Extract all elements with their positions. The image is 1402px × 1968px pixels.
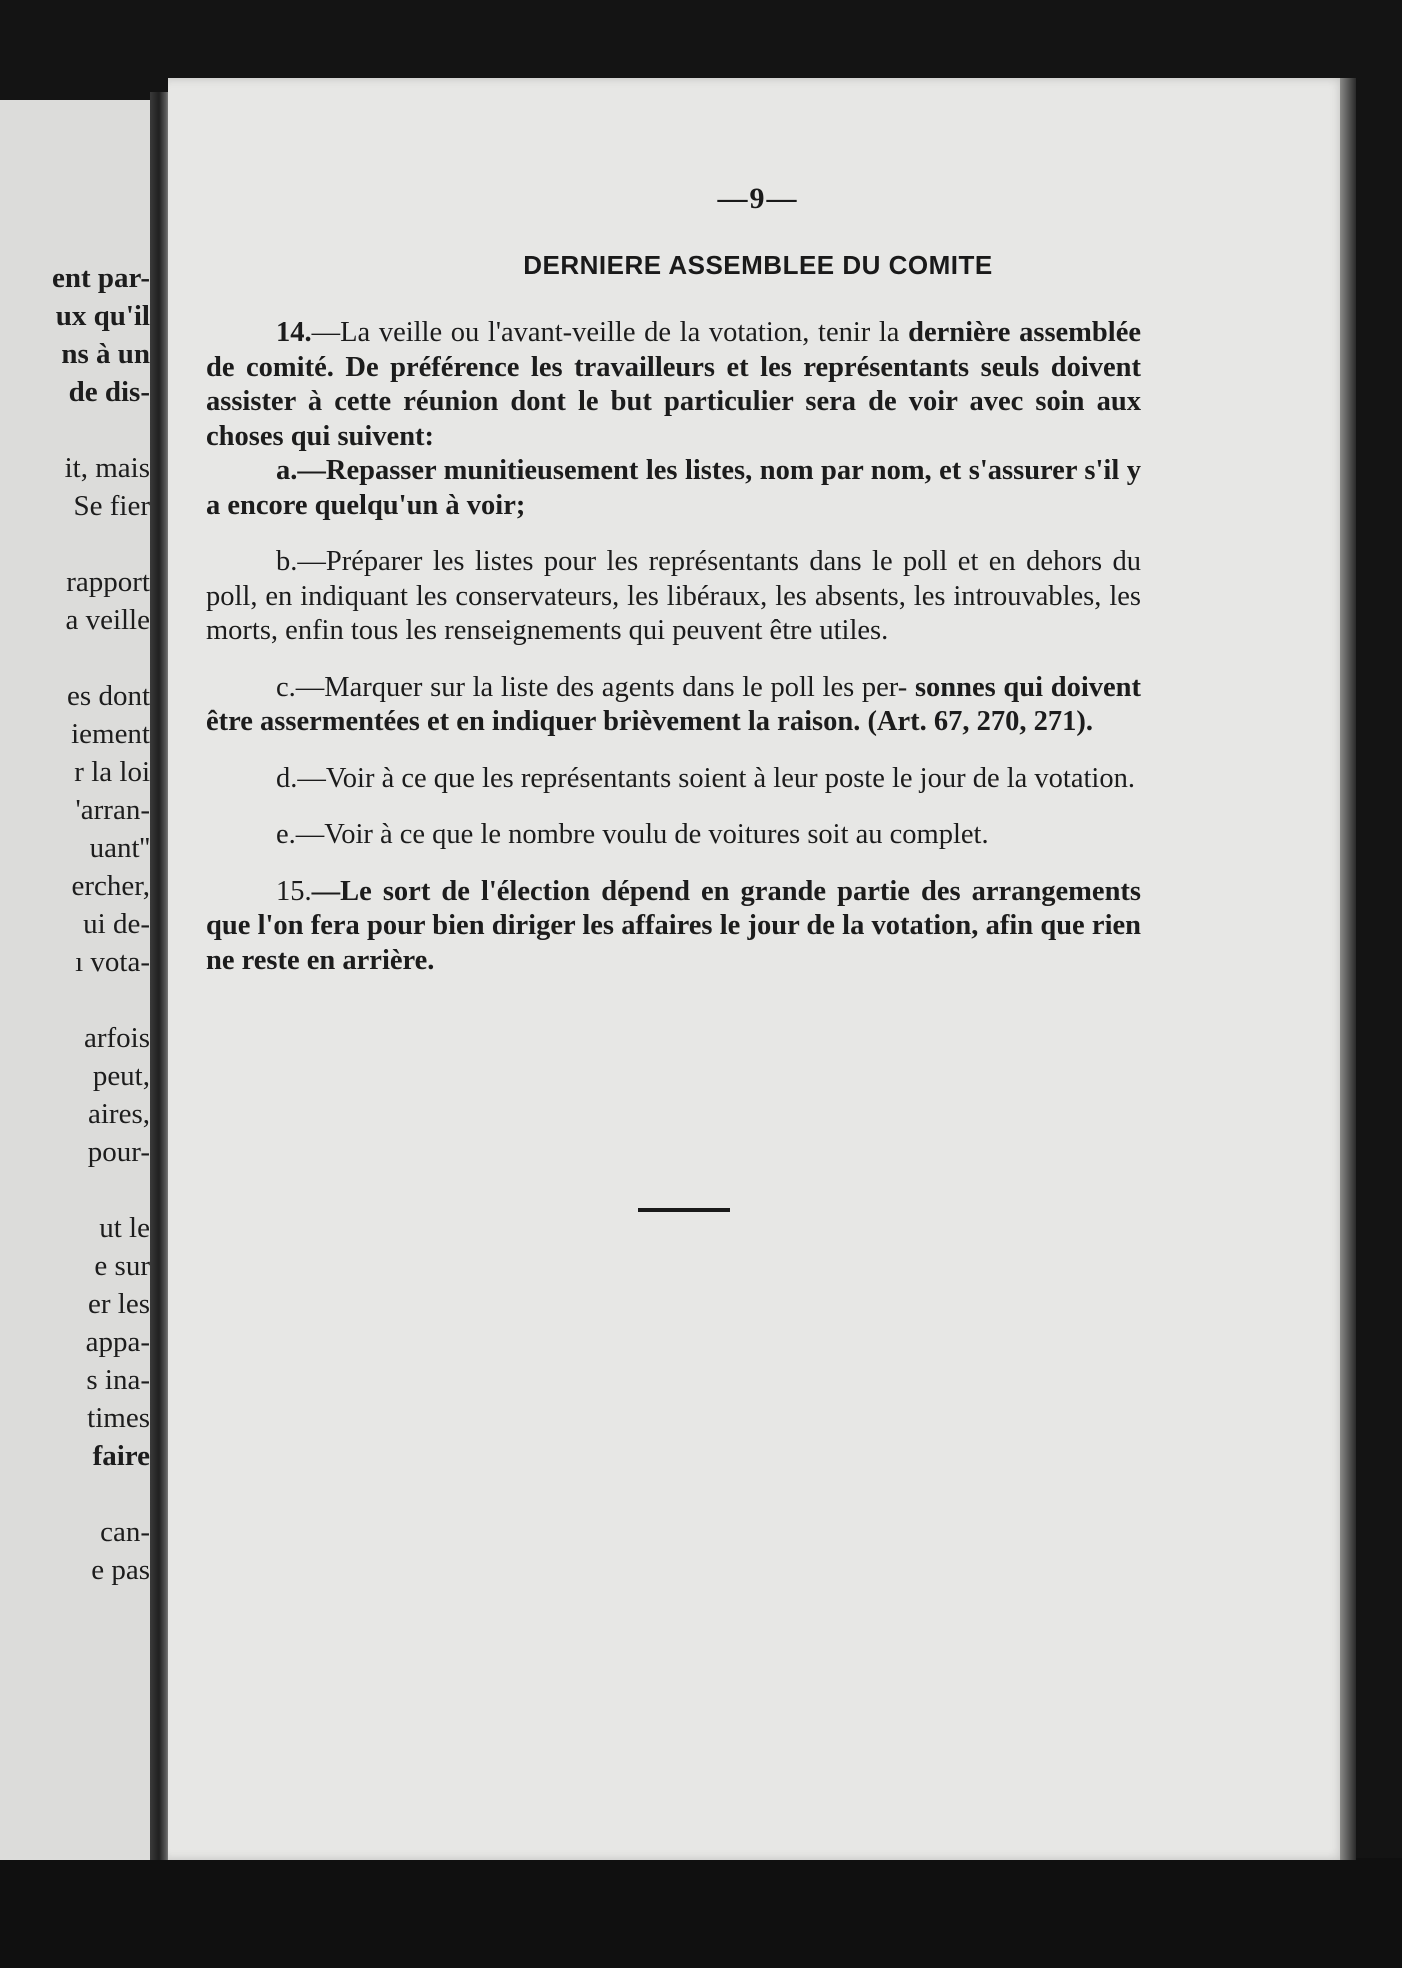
item-b: [206, 545, 1141, 649]
left-page-line: it, mais: [64, 452, 150, 484]
body-text: [206, 316, 1141, 978]
left-page-line: peut,: [92, 1060, 150, 1092]
left-page-line: r la loi: [74, 756, 150, 788]
left-page-line: es dont: [67, 680, 150, 712]
left-page-line: pour-: [87, 1136, 150, 1168]
item-label: e.: [276, 819, 296, 850]
left-page-line: ent par-: [52, 262, 150, 294]
left-page-line: arfois: [83, 1022, 150, 1054]
item-text: —Repasser munitieusement les listes, nom par nom, et s'assurer s'il y a encore quelqu'un à voir;: [206, 455, 1141, 521]
item-label: a.: [276, 455, 298, 486]
left-page-line: e sur: [94, 1250, 150, 1282]
item-label: d.: [276, 762, 298, 794]
right-page: [168, 78, 1348, 1860]
item-d: [206, 762, 1141, 797]
item-text: —Voir à ce que les représentants soient à leur poste le jour de la votation.: [297, 762, 1135, 794]
left-page-line: ux qu'il: [55, 300, 150, 332]
left-page-line: rapport: [66, 566, 150, 598]
book-binding: [150, 92, 170, 1860]
paragraph-number: 15.: [276, 875, 312, 907]
left-page-line: s ina-: [86, 1364, 150, 1396]
left-page-line: uant'': [89, 832, 150, 864]
left-page-line: e pas: [91, 1554, 150, 1586]
paragraph-14: [206, 316, 1141, 454]
left-page-line: de dis-: [68, 376, 150, 408]
page-number: —9—: [717, 182, 799, 215]
paragraph-text: dernière assemblée de comité. De préférence les travailleurs et les représentants seuls doivent assister à cette réunion dont le but particulier sera de voir avec soin aux choses qui suivent:: [206, 317, 1141, 452]
end-rule: [638, 1208, 730, 1212]
left-page-line: Se fier: [73, 490, 150, 522]
item-text: —Préparer les listes pour les représentants dans le poll et en dehors du poll, en indiquant les conservateurs, les libéraux, les absents, les introuvables, les morts, enfin tous les renseignements qui peuvent être utiles.: [206, 546, 1141, 646]
left-page-line: 'arran-: [75, 794, 150, 826]
item-c: [206, 671, 1141, 740]
item-text-continued: sonnes qui doivent être assermentées et en indiquer brièvement la raison. (Art. 67, 270, 271).: [206, 671, 1141, 737]
left-page-line: ercher,: [71, 870, 150, 902]
section-heading: DERNIERE ASSEMBLEE DU COMITE: [523, 250, 993, 280]
item-label: b.: [276, 546, 298, 577]
paragraph-number: 14.: [276, 317, 312, 348]
left-page-line: ut le: [99, 1212, 150, 1244]
paragraph-lead: —La veille ou l'avant-veille de la votation, tenir la: [311, 317, 900, 348]
left-page-line: ns à un: [61, 338, 150, 370]
left-page-line: appa-: [85, 1326, 150, 1358]
paragraph-15: [206, 875, 1141, 979]
item-text: —Marquer sur la liste des agents dans le poll les per-: [295, 671, 908, 703]
left-page-line: faire: [92, 1440, 150, 1472]
item-text: —Voir à ce que le nombre voulu de voitures soit au complet.: [295, 819, 989, 850]
left-page-line: aires,: [88, 1098, 150, 1130]
left-page-line: times: [87, 1402, 150, 1434]
left-page-line: ı vota-: [75, 946, 150, 978]
left-page-line: can-: [100, 1516, 150, 1548]
item-label: c.: [276, 671, 296, 703]
scan-background: [0, 1858, 1402, 1968]
left-page-line: a veille: [65, 604, 150, 636]
page-edge-shadow: [1340, 78, 1356, 1860]
left-page-line: iement: [71, 718, 150, 750]
left-page-line: er les: [88, 1288, 150, 1320]
item-a: [206, 454, 1141, 523]
left-page-line: ui de-: [83, 908, 150, 940]
left-page-fragment: [0, 100, 160, 1860]
paragraph-text: —Le sort de l'élection dépend en grande partie des arrangements que l'on fera pour bien diriger les affaires le jour de la votation, afin que rien ne reste en arrière.: [206, 875, 1141, 976]
item-e: [206, 818, 1141, 853]
